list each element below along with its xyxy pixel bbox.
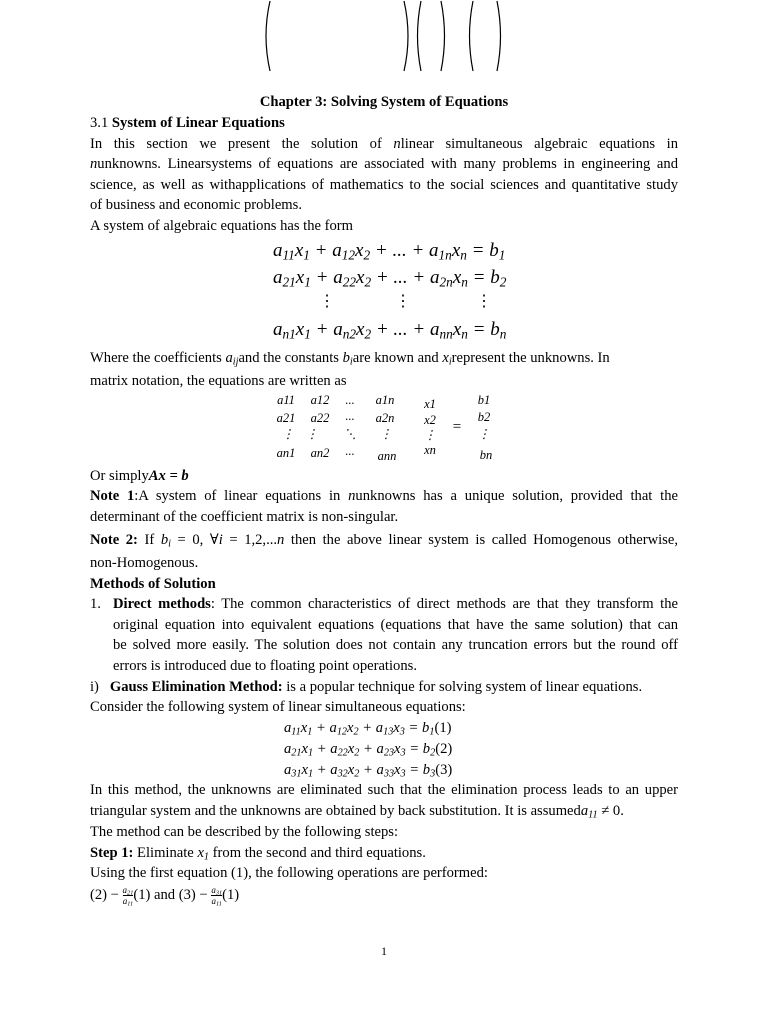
system-equation-n: $a_{n1}x_1 + a_{n2}x_2$ + ... + $a_{nn}x_n = b_n$ <box>273 319 507 342</box>
method-line-1: In this method, the unknowns are eliminated such that the elimination process leads to an upper <box>90 782 678 798</box>
system-equation-2: $a_{21}x_1 + a_{22}x_2$ + ... + $a_{2n}x_n = b_2$ <box>273 267 507 290</box>
operations-line: (2) − $\frac{a_{21}}{a_{11}}$ (1) and (3) − $\frac{a_{31}}{a_{11}}$ (1) <box>90 885 240 908</box>
vector-b-cell: b1 <box>477 393 491 407</box>
gauss-line: i) Gauss Elimination Method: is a popular technique for solving system of linear equations. <box>90 679 643 695</box>
vertical-dots: ⋮ <box>319 293 335 310</box>
matrix-cell: ... <box>345 409 355 423</box>
vector-x-cell: ⋮ <box>423 428 437 442</box>
equation-2: $a_{21}x_1 + a_{22}x_2 + a_{23}x_3 = b_2(2)$ <box>284 741 453 759</box>
first-equation-line: Using the first equation (1), the following operations are performed: <box>90 865 488 881</box>
direct-line-4: errors is introduced due to floating point operations. <box>113 658 417 674</box>
method-line-3: The method can be described by the following steps: <box>90 824 399 840</box>
note1-line-2: determinant of the coefficient matrix is non-singular. <box>90 509 399 525</box>
method-line-2: triangular system and the unknowns are obtained by back substitution. It is assumeda$_{11}$ ≠ 0. <box>90 803 624 821</box>
matrix-cell: a1n <box>375 393 395 407</box>
matrix-cell: ⋱ <box>343 427 357 441</box>
right-paren <box>402 0 412 72</box>
equation-3: $a_{31}x_1 + a_{32}x_2 + a_{33}x_3 = b_3(3)$ <box>284 762 453 780</box>
vector-x-cell: xn <box>424 443 436 457</box>
vector-b-cell: bn <box>479 448 493 462</box>
matrix-cell: an1 <box>276 446 296 460</box>
equals-sign: = <box>452 419 462 435</box>
intro-line-1: In this section we present the solution of nlinear simultaneous algebraic equations in <box>90 136 678 152</box>
note2-line-1: Note 2: If $b_i = 0$, ∀i = 1,2,...n then the above linear system is called Homogenous otherwise, <box>90 532 678 550</box>
matrix-cell: ⋮ <box>379 427 393 441</box>
matrix-cell: ... <box>345 393 355 407</box>
vertical-dots: ⋮ <box>395 293 411 310</box>
matrix-cell: a22 <box>310 411 330 425</box>
matrix-cell: a12 <box>310 393 330 407</box>
note2-line-2: non-Homogenous. <box>90 555 199 571</box>
system-equation-1: $a_{11}x_1 + a_{12}x_2$ + ... + $a_{1n}x_n = b_1$ <box>273 240 506 263</box>
matrix-cell: an2 <box>310 446 330 460</box>
methods-heading: Methods of Solution <box>90 576 216 592</box>
chapter-title: Chapter 3: Solving System of Equations <box>259 94 509 110</box>
vector-x-cell: x1 <box>424 397 436 411</box>
section-heading: 3.1 System of Linear Equations <box>90 115 285 131</box>
coefficients-line: Where the coefficients $a_{ij}and$ the constants $b_iare$ known and $x_irepresent$ the unknowns. In <box>90 350 610 368</box>
matrix-cell: ⋮ <box>305 427 319 441</box>
left-paren <box>414 0 422 72</box>
step1-line: Step 1: Eliminate $x_1$ from the second and third equations. <box>90 845 426 863</box>
vector-b-cell: b2 <box>477 410 491 424</box>
direct-number: 1. <box>90 596 101 612</box>
vector-b-cell: ⋮ <box>477 427 491 441</box>
matrix-cell: ann <box>377 449 397 463</box>
matrix-notation-line: matrix notation, the equations are written as <box>90 373 347 389</box>
matrix-cell: a2n <box>375 411 395 425</box>
page-number: 1 <box>381 944 387 958</box>
left-paren <box>262 0 272 72</box>
matrix-cell: ⋮ <box>281 427 295 441</box>
intro-line-4: of business and economic problems. <box>90 197 302 213</box>
note1-line-1: Note 1:A system of linear equations in nunknowns has a unique solution, provided that the <box>90 488 678 504</box>
left-paren <box>466 0 474 72</box>
vector-x-cell: x2 <box>424 413 436 427</box>
direct-line-1: Direct methods: The common characteristics of direct methods are that they transform the <box>113 596 678 612</box>
consider-line: Consider the following system of linear simultaneous equations: <box>90 699 466 715</box>
intro-line-2: nunknowns. Linearsystems of equations are associated with many problems in engineering and <box>90 156 678 172</box>
direct-line-3: be solved more easily. The solution does not contain any truncation errors but the round off <box>113 637 678 653</box>
form-intro: A system of algebraic equations has the form <box>90 218 354 234</box>
matrix-cell: ... <box>345 444 355 458</box>
matrix-cell: a21 <box>276 411 296 425</box>
vertical-dots: ⋮ <box>476 293 492 310</box>
direct-line-2: original equation into equivalent equations (equations that have the same solution) that can <box>113 617 678 633</box>
equation-1: $a_{11}x_1 + a_{12}x_2 + a_{13}x_3 = b_1(1)$ <box>284 720 452 738</box>
intro-line-3: science, as well as withapplications of mathematics to the social sciences and quantitative study <box>90 177 678 193</box>
right-paren <box>440 0 448 72</box>
or-simply-line: Or simplyAx = b <box>90 468 189 484</box>
matrix-cell: a11 <box>277 393 295 407</box>
right-paren <box>496 0 504 72</box>
